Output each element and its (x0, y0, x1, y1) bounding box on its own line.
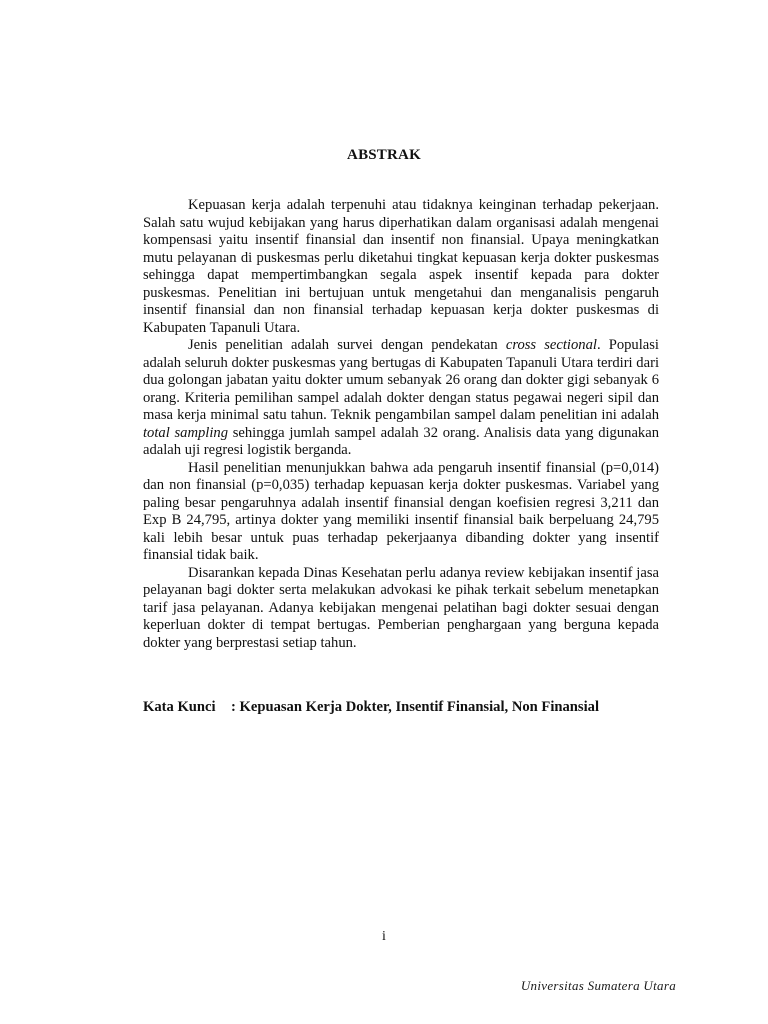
text-run: Disarankan kepada Dinas Kesehatan perlu adanya review kebijakan insentif jasa pelayanan bagi dokter serta melakukan advokasi ke pihak terkait sebelum menetapkan tarif jasa pelayanan. Adanya kebijakan mengenai pelatihan bagi dokter sesuai dengan keperluan dokter di tempat bertugas. Pemberian penghargaan yang berguna kepada dokter yang berprestasi setiap tahun. (143, 564, 659, 651)
text-run: . Populasi adalah seluruh dokter puskesmas yang bertugas di Kabupaten Tapanuli Utara terdiri dari dua golongan jabatan yaitu dokter umum sebanyak 26 orang dan dokter gigi sebanyak 6 orang. Kriteria pemilihan sampel adalah dokter dengan status pegawai negeri sipil dan masa kerja minimal satu tahun. Teknik pengambilan sampel dalam penelitian ini adalah (143, 337, 659, 423)
keywords-label: Kata Kunci (143, 699, 216, 715)
text-run: sehingga jumlah sampel adalah 32 orang. Analisis data yang digunakan adalah uji regresi logistik berganda. (143, 424, 659, 458)
university-footer: Universitas Sumatera Utara (520, 978, 676, 993)
text-run: Jenis penelitian adalah survei dengan pendekatan (188, 337, 506, 353)
text-run: Hasil penelitian menunjukkan bahwa ada pengaruh insentif finansial (p=0,014) dan non finansial (p=0,035) terhadap kepuasan kerja dokter puskesmas. Variabel yang paling besar pengaruhnya adalah insentif finansial dengan koefisien regresi 3,211 dan Exp B 24,795, artinya dokter yang memiliki insentif finansial baik berpeluang 24,795 kali lebih besar untuk puas terhadap pekerjaanya dibanding dokter yang insentif finansial tidak baik. (143, 459, 659, 563)
abstract-paragraph (143, 565, 659, 653)
keywords-line (143, 699, 703, 716)
text-run: Kepuasan kerja adalah terpenuhi atau tidaknya keinginan terhadap pekerjaan. Salah satu wujud kebijakan yang harus diperhatikan dalam organisasi adalah mengenai kompensasi yaitu insentif finansial dan insentif non finansial. Upaya meningkatkan mutu pelayanan di puskesmas perlu diketahui tingkat kepuasan kerja dokter puskesmas sehingga dapat mempertimbangkan segala aspek insentif kepada para dokter puskesmas. Penelitian ini bertujuan untuk mengetahui dan menganalisis pengaruh insentif finansial dan non finansial terhadap kepuasan kerja dokter puskesmas di Kabupaten Tapanuli Utara. (143, 197, 659, 336)
abstract-body (143, 197, 659, 652)
italic-term: cross sectional (505, 337, 597, 353)
abstract-paragraph (143, 197, 659, 337)
page-number: i (382, 929, 386, 944)
keywords-value: : Kepuasan Kerja Dokter, Insentif Finansial, Non Finansial (231, 699, 599, 715)
abstract-paragraph (143, 337, 659, 460)
italic-term: total sampling (143, 424, 228, 441)
abstract-title: ABSTRAK (347, 147, 421, 163)
abstract-paragraph (143, 460, 659, 565)
